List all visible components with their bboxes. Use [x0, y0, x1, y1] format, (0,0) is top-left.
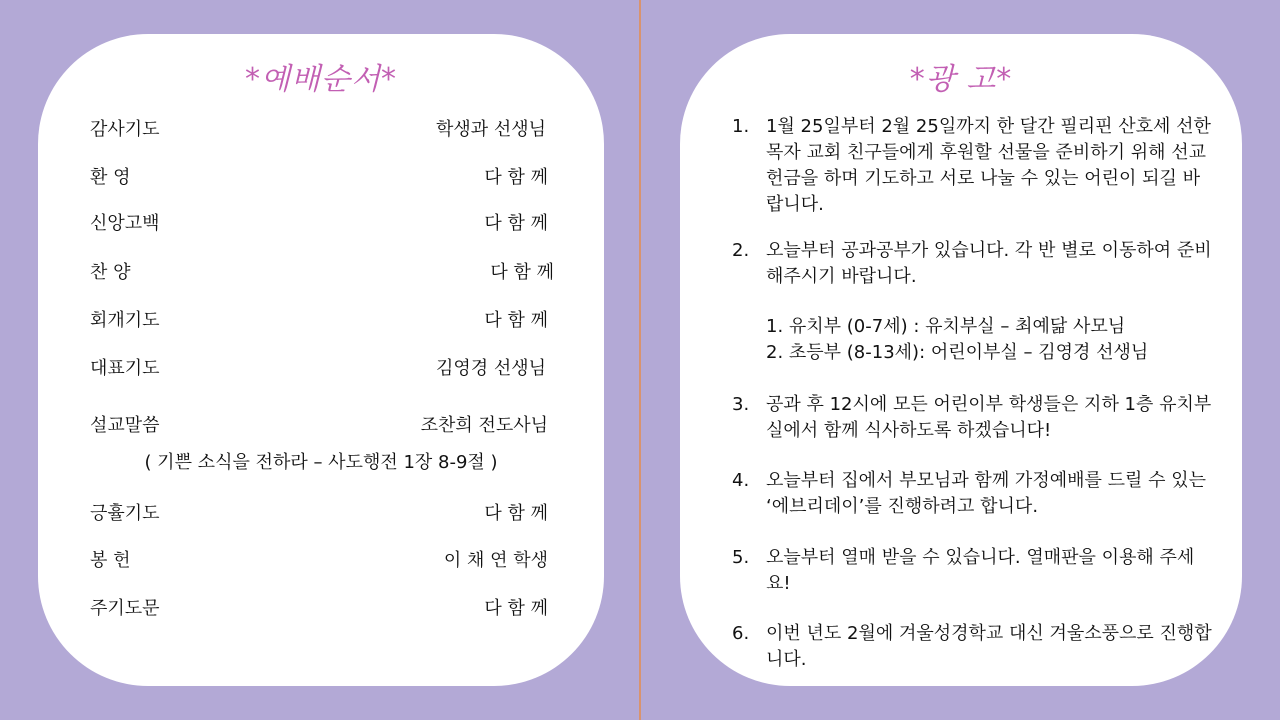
- notice-text: 공과 후 12시에 모든 어린이부 학생들은 지하 1층 유치부실에서 함께 식사하도록 하겠습니다!: [766, 394, 1212, 441]
- sublist-item: 2. 초등부 (8-13세): 어린이부실 – 김영경 선생님: [766, 342, 1149, 363]
- order-leader: 다 함 께: [484, 167, 548, 188]
- notice-number: 6.: [732, 623, 750, 644]
- notice-text: 이번 년도 2월에 겨울성경학교 대신 겨울소풍으로 진행합니다.: [766, 623, 1212, 670]
- order-leader: 학생과 선생님: [435, 119, 546, 140]
- notice-number: 3.: [732, 394, 750, 415]
- notice-text: 오늘부터 집에서 부모님과 함께 가정예배를 드릴 수 있는 ‘에브리데이’를 진행하려고 합니다.: [766, 470, 1206, 517]
- notice-number: 1.: [732, 116, 750, 137]
- order-item: 대표기도: [90, 358, 160, 379]
- sermon-subtitle: ( 기쁜 소식을 전하라 – 사도행전 1장 8-9절 ): [144, 452, 498, 473]
- order-row: [90, 548, 550, 574]
- order-leader: 다 함 께: [484, 213, 548, 234]
- center-divider: [639, 0, 641, 720]
- order-item: 회개기도: [90, 310, 160, 331]
- notice-number: 2.: [732, 240, 750, 261]
- notice-item: [732, 545, 1212, 597]
- order-row: [90, 501, 550, 527]
- order-leader: 다 함 께: [484, 598, 548, 619]
- notice-text: 오늘부터 공과공부가 있습니다. 각 반 별로 이동하여 준비해주시기 바랍니다.: [766, 240, 1212, 287]
- order-row: [90, 413, 550, 439]
- order-row: [90, 260, 554, 286]
- order-item: 봉 헌: [90, 550, 131, 571]
- order-leader: 김영경 선생님: [435, 358, 546, 379]
- sublist-item: 1. 유치부 (0-7세) : 유치부실 – 최예닮 사모님: [766, 316, 1126, 337]
- order-row: [90, 356, 550, 382]
- order-item: 주기도문: [90, 598, 160, 619]
- order-leader: 이 채 연 학생: [443, 550, 548, 571]
- notice-item: [732, 238, 1212, 290]
- notice-text: 1월 25일부터 2월 25일까지 한 달간 필리핀 산호세 선한목자 교회 친구들에게 후원할 선물을 준비하기 위해 선교헌금을 하며 기도하고 서로 나눌 수 있는 어린이 되길 바랍니다.: [766, 116, 1211, 215]
- order-item: 신앙고백: [90, 213, 160, 234]
- order-row: [90, 165, 550, 191]
- worship-order-card: [38, 34, 604, 686]
- notice-number: 5.: [732, 547, 750, 568]
- order-item: 환 영: [90, 167, 131, 188]
- worship-order-title: *예배순서*: [245, 62, 397, 97]
- notice-sublist: [732, 314, 1212, 366]
- order-row: [90, 211, 550, 237]
- order-leader: 다 함 께: [490, 262, 554, 283]
- order-item: 설교말씀: [90, 415, 160, 436]
- order-row: [90, 117, 550, 143]
- order-leader: 조찬희 전도사님: [420, 415, 548, 436]
- order-item: 찬 양: [90, 262, 131, 283]
- order-item: 감사기도: [90, 119, 160, 140]
- order-item: 긍휼기도: [90, 503, 160, 524]
- order-leader: 다 함 께: [484, 503, 548, 524]
- notice-item: [732, 621, 1212, 673]
- order-row: [90, 596, 550, 622]
- notice-text: 오늘부터 열매 받을 수 있습니다. 열매판을 이용해 주세요!: [766, 547, 1195, 594]
- notice-item: [732, 392, 1212, 444]
- notice-item: [732, 114, 1212, 218]
- announcements-title: *광 고*: [909, 62, 1013, 97]
- notice-number: 4.: [732, 470, 750, 491]
- notice-item: [732, 468, 1212, 520]
- order-leader: 다 함 께: [484, 310, 548, 331]
- announcements-card: [680, 34, 1242, 686]
- order-row: [90, 308, 550, 334]
